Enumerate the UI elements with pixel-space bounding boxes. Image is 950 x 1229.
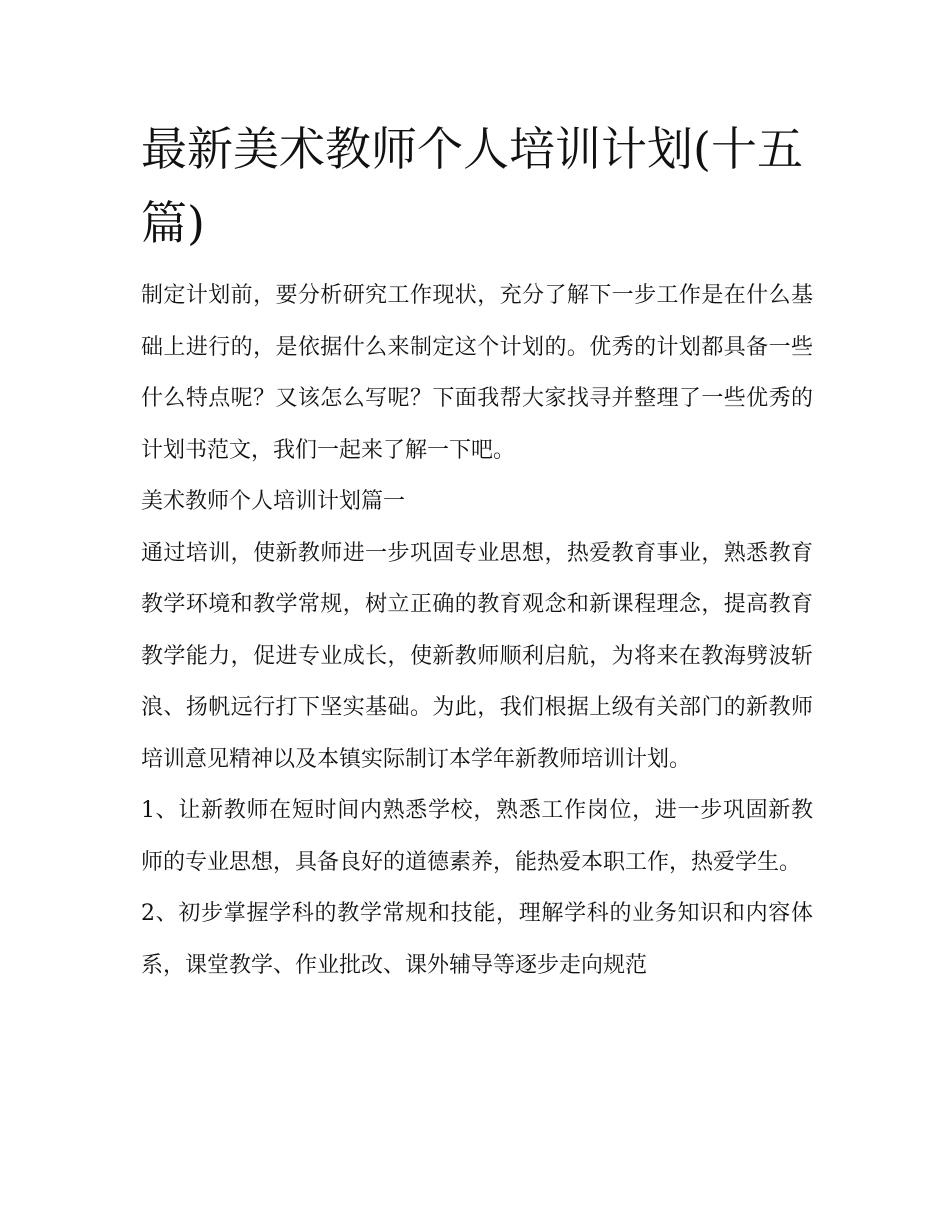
list-item: 1、让新教师在短时间内熟悉学校，熟悉工作岗位，进一步巩固新教师的专业思想，具备良好的道德素养，能热爱本职工作，热爱学生。 bbox=[141, 798, 813, 875]
body-paragraph: 通过培训，使新教师进一步巩固专业思想，热爱教育事业，熟悉教育教学环境和教学常规，树立正确的教育观念和新课程理念，提高教育教学能力，促进专业成长，使新教师顺利启航，为将来在教海劈波斩浪、扬帆远行打下坚实基础。为此，我们根据上级有关部门的新教师培训意见精神以及本镇实际制订本学年新教师培训计划。 bbox=[141, 540, 813, 772]
intro-paragraph: 制定计划前，要分析研究工作现状，充分了解下一步工作是在什么基础上进行的，是依据什么来制定这个计划的。优秀的计划都具备一些什么特点呢？又该怎么写呢？下面我帮大家找寻并整理了一些优秀的计划书范文，我们一起来了解一下吧。 bbox=[141, 283, 813, 463]
document-body bbox=[141, 112, 813, 991]
list-item: 2、初步掌握学科的教学常规和技能，理解学科的业务知识和内容体系，课堂教学、作业批改、课外辅导等逐步走向规范 bbox=[141, 901, 813, 978]
section-heading: 美术教师个人培训计划篇一 bbox=[141, 489, 406, 514]
document-title: 最新美术教师个人培训计划(十五篇) bbox=[141, 122, 803, 250]
